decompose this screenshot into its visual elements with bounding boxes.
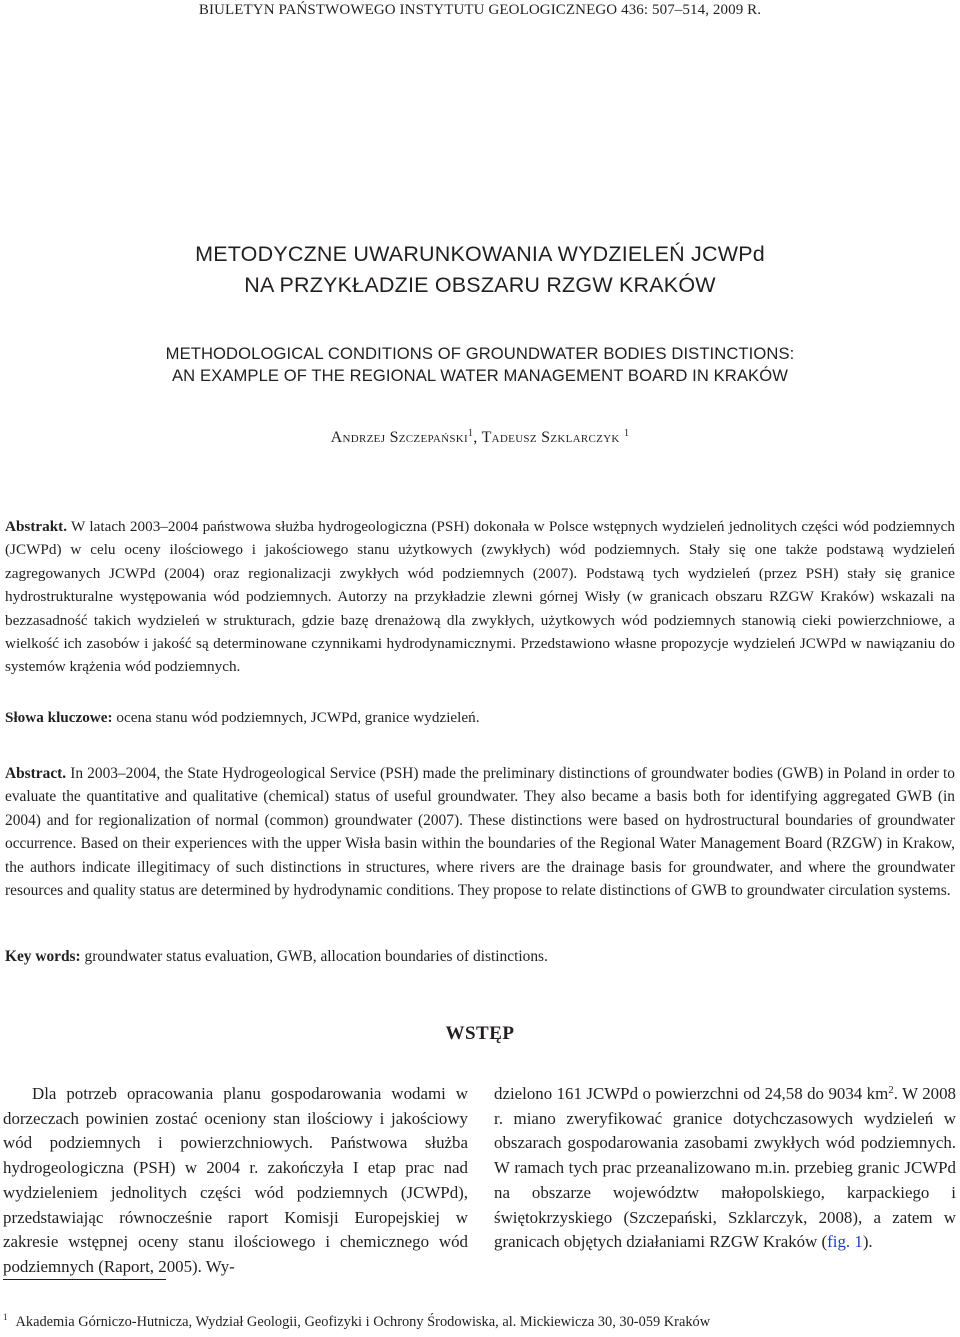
abstract-english-text: In 2003–2004, the State Hydrogeological Service (PSH) made the preliminary distinctions of groundwater bodies (GWB) in Poland in order to evaluate the quantitative and qualitative (chemical) status of useful groundwater. They also became a basis both for identifying aggregated GWB (in 2004) and for regionalization of normal (common) groundwater (2007). These distinctions were based on hydrostructural boundaries of groundwater occurrence. Based on their experiences with the upper Wisła basin within the boundaries of the Regional Water Management Board (RZGW) in Krakow, the authors indicate illegitimacy of such distinctions in structures, where rivers are the drainage basis for groundwater, and where the groundwater resources and quality status are determined by hydrodynamic conditions. They propose to relate distinctions of GWB to groundwater circulation systems. xyxy=(5,765,955,900)
figure-1-link[interactable]: fig. 1 xyxy=(827,1232,863,1252)
author-separator: , xyxy=(473,429,482,446)
abstract-polish-label: Abstrakt. xyxy=(5,518,68,535)
keywords-polish xyxy=(5,706,955,729)
body-right-text-c: ). xyxy=(862,1232,873,1252)
keywords-polish-label: Słowa kluczowe: xyxy=(5,709,113,726)
title-english-line-1: METHODOLOGICAL CONDITIONS OF GROUNDWATER BODIES DISTINCTIONS: xyxy=(165,344,795,363)
title-polish-line-2: NA PRZYKŁADZIE OBSZARU RZGW KRAKÓW xyxy=(244,273,716,297)
title-polish xyxy=(0,239,960,301)
title-polish-line-1: METODYCZNE UWARUNKOWANIA WYDZIELEŃ JCWPd xyxy=(195,242,765,266)
keywords-english-text: groundwater status evaluation, GWB, allocation boundaries of distinctions. xyxy=(80,948,548,965)
author-1-affiliation-marker: 1 xyxy=(467,428,474,439)
superscript-2: 2 xyxy=(888,1084,894,1096)
footnote-divider xyxy=(3,1279,166,1280)
keywords-polish-text: ocena stanu wód podziemnych, JCWPd, granice wydzieleń. xyxy=(112,709,480,726)
section-heading-introduction: WSTĘP xyxy=(445,1023,515,1044)
footnote-text: Akademia Górniczo-Hutnicza, Wydział Geologii, Geofizyki i Ochrony Środowiska, al. Mickiewicza 30, 30-059 Kraków xyxy=(15,1314,711,1330)
abstract-english xyxy=(5,762,955,902)
keywords-english-label: Key words: xyxy=(5,948,81,965)
title-english-line-2: AN EXAMPLE OF THE REGIONAL WATER MANAGEMENT BOARD IN KRAKÓW xyxy=(172,366,788,385)
footnote-marker: 1 xyxy=(3,1312,8,1322)
title-english xyxy=(0,343,960,387)
body-right-text-b: . W 2008 r. miano zweryfikować granice dotychczasowych wydzieleń w obszarach gospodarowania zasobami zwykłych wód podziemnych. W ramach tych prac przeanalizowano m.in. przebieg granic JCWPd na obszarze województw małopolskiego, karpackiego i świętokrzyskiego (Szczepański, Szklarczyk, 2008), a zatem w granicach objętych działaniami RZGW Kraków ( xyxy=(494,1084,957,1252)
body-column-left: Dla potrzeb opracowania planu gospodarowania wodami w dorzeczach powinien zostać oceniony stan ilościowy i jakościowy wód podziemnych i powierzchniowych. Państwowa służba hydrogeologiczna (PSH) w 2004 r. zakończyła I etap prac nad wydzieleniem jednolitych części wód podziemnych (JCWPd), przedstawiając równocześnie raport Komisji Europejskiej w zakresie wstępnej oceny stanu ilościowego i chemicznego wód podziemnych (Raport, 2005). Wy- xyxy=(3,1084,468,1276)
running-head: BIULETYN PAŃSTWOWEGO INSTYTUTU GEOLOGICZNEGO 436: 507–514, 2009 R. xyxy=(198,2,762,18)
keywords-english xyxy=(5,945,955,968)
body-column-right xyxy=(494,1082,956,1255)
author-2-name: Tadeusz Szklarczyk xyxy=(481,429,620,446)
footnote-affiliation xyxy=(3,1312,958,1331)
abstract-polish-text: W latach 2003–2004 państwowa służba hydrogeologiczna (PSH) dokonała w Polsce wstępnych wydzieleń jednolitych części wód podziemnych (JCWPd) w celu oceny ilościowego i jakościowego stanu użytkowych (zwykłych) wód podziemnych. Stały się one także podstawą wydzieleń zagregowanych JCWPd (2004) oraz regionalizacji zwykłych wód podziemnych (2007). Podstawą tych wydzieleń (przez PSH) stały się granice hydrostrukturalne występowania wód podziemnych. Autorzy na przykładzie zlewni górnej Wisły (w granicach obszaru RZGW Kraków) wskazali na bezzasadność takich wydzieleń w strukturach, gdzie bazę drenażową dla zwykłych, użytkowych wód podziemnych stanowią cieki powierzchniowe, a wielkość ich zasobów i jakość są determinowane czynnikami hydrodynamicznymi. Przedstawiono własne propozycje wydzieleń JCWPd w nawiązaniu do systemów krążenia wód podziemnych. xyxy=(5,518,955,676)
body-right-text-a: dzielono 161 JCWPd o powierzchni od 24,58 do 9034 km xyxy=(494,1084,889,1103)
abstract-polish xyxy=(5,515,955,679)
abstract-english-label: Abstract. xyxy=(5,765,67,782)
author-1-name: Andrzej Szczepański xyxy=(330,429,468,446)
authors-line xyxy=(0,428,960,447)
author-2-affiliation-marker: 1 xyxy=(624,428,630,439)
